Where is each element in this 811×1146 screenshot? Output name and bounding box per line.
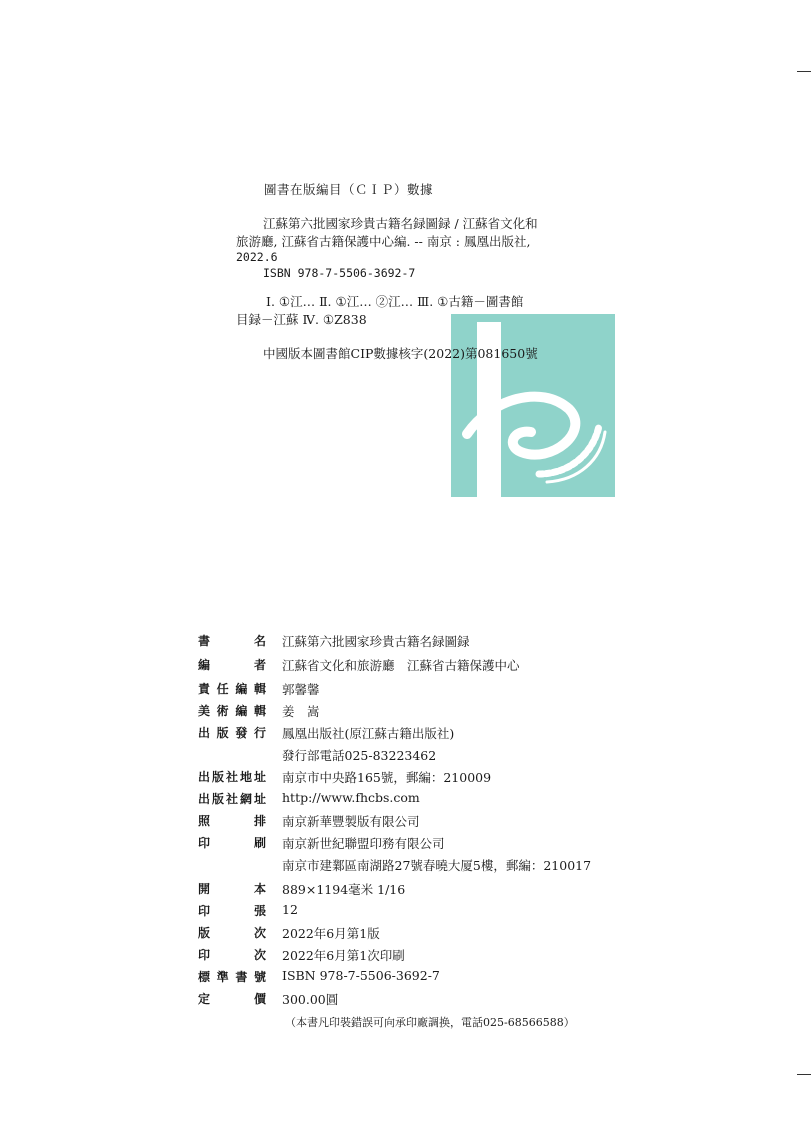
copyright-value: 南京新世紀聯盟印務有限公司: [282, 836, 445, 851]
copyright-value: 南京市建鄴區南湖路27號春曉大厦5樓，郵編：210017: [282, 858, 592, 873]
copyright-value: 江蘇第六批國家珍貴古籍名録圖録: [282, 634, 470, 649]
copyright-label: 出 版 社 網 址: [198, 792, 266, 806]
printing-note: （本書凡印裝錯誤可向承印廠調换，電話025-68566588）: [285, 1016, 575, 1029]
copyright-label: 版 次: [198, 926, 266, 940]
copyright-value: 江蘇省文化和旅游廳 江蘇省古籍保護中心: [282, 658, 520, 673]
cip-heading: 圖書在版編目（ＣＩＰ）數據: [264, 182, 434, 197]
phoenix-mark-icon: [451, 314, 615, 497]
copyright-label: 出 版 發 行: [198, 726, 266, 740]
copyright-label: 標 準 書 號: [198, 970, 266, 984]
copyright-value: 姜 嵩: [282, 704, 320, 719]
copyright-label: 開 本: [198, 882, 266, 896]
copyright-label: 美 術 編 輯: [198, 704, 266, 718]
copyright-label: 書 名: [198, 634, 266, 648]
copyright-value: 南京新華豐製版有限公司: [282, 814, 420, 829]
cip-line-1: 江蘇第六批國家珍貴古籍名録圖録 / 江蘇省文化和: [263, 216, 538, 231]
copyright-value: 南京市中央路165號，郵編：210009: [282, 770, 492, 785]
copyright-label: 定 價: [198, 992, 266, 1006]
copyright-value: 2022年6月第1版: [282, 926, 380, 941]
copyright-label: 編 者: [198, 658, 266, 672]
cip-line-3: 2022.6: [236, 250, 278, 264]
copyright-value: 889×1194毫米 1/16: [282, 882, 406, 897]
copyright-value[interactable]: http://www.fhcbs.com: [282, 790, 420, 805]
copyright-value: 鳳凰出版社(原江蘇古籍出版社): [282, 726, 455, 741]
copyright-label: 印 張: [198, 904, 266, 918]
cip-isbn: ISBN 978-7-5506-3692-7: [263, 266, 416, 280]
copyright-label: 責 任 編 輯: [198, 682, 266, 696]
cip-classification-2: 目録－江蘇 Ⅳ. ①Z838: [236, 312, 367, 327]
publisher-logo: [451, 314, 615, 497]
copyright-label: 照 排: [198, 814, 266, 828]
copyright-value: 12: [282, 902, 298, 917]
copyright-value: 300.00圓: [282, 992, 339, 1007]
copyright-label: 印 次: [198, 948, 266, 962]
copyright-value: ISBN 978-7-5506-3692-7: [282, 968, 440, 983]
copyright-value: 2022年6月第1次印刷: [282, 948, 405, 963]
cip-classification-1: Ⅰ. ①江… Ⅱ. ①江… ②江… Ⅲ. ①古籍－圖書館: [266, 294, 524, 309]
crop-mark-top: [797, 71, 811, 72]
copyright-value: 郭馨馨: [282, 682, 320, 697]
copyright-value: 發行部電話025-83223462: [282, 748, 437, 763]
copyright-label: 出 版 社 地 址: [198, 770, 266, 784]
crop-mark-bottom: [797, 1074, 811, 1075]
copyright-label: 印 刷: [198, 836, 266, 850]
cip-core-number: 中國版本圖書館CIP數據核字(2022)第081650號: [263, 346, 538, 361]
cip-line-2: 旅游廳, 江蘇省古籍保護中心編. -- 南京 : 鳳凰出版社,: [236, 234, 531, 249]
